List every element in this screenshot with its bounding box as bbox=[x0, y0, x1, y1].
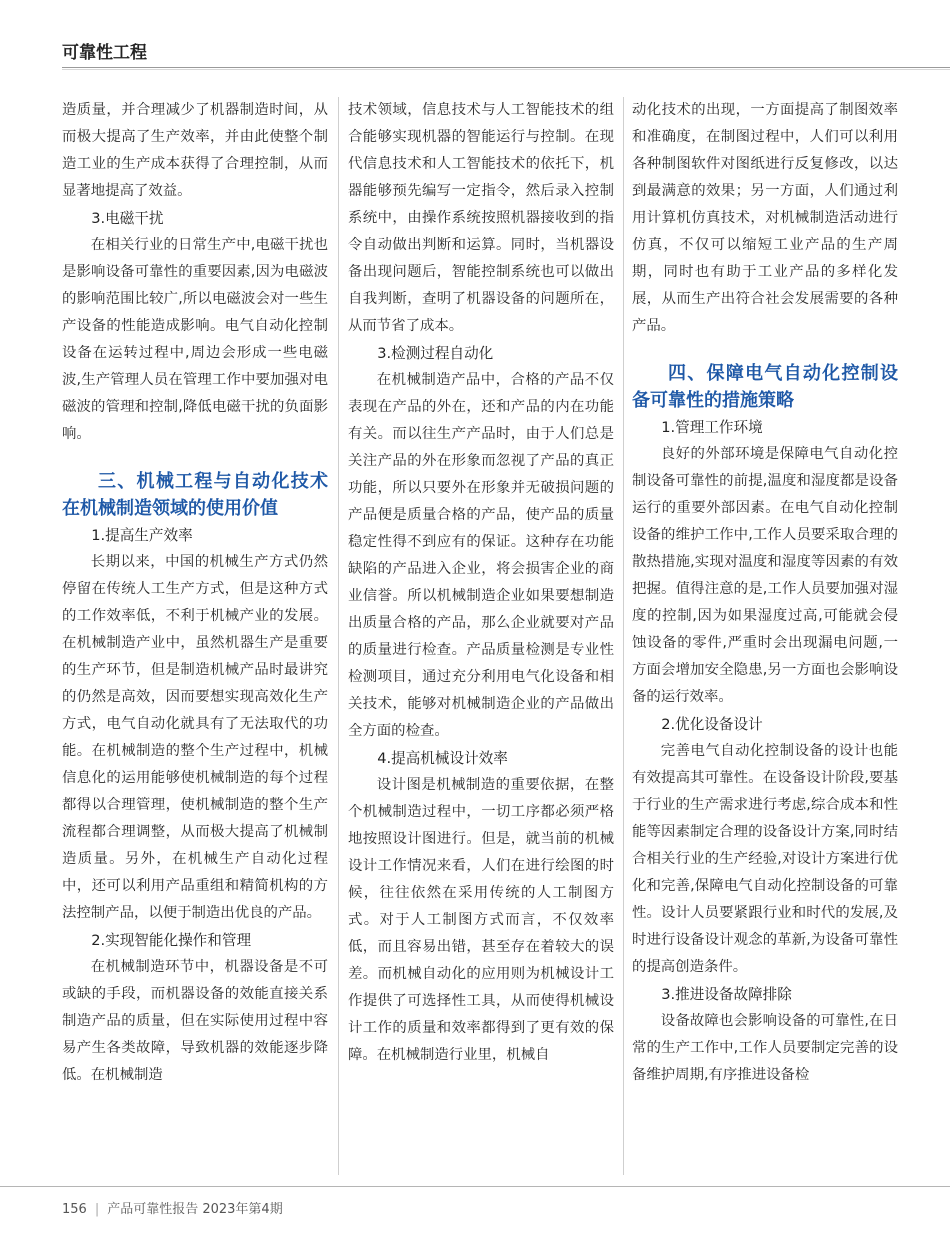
paragraph: 良好的外部环境是保障电气自动化控制设备可靠性的前提,温度和湿度都是设备运行的重要外部因素。在电气自动化控制设备的维护工作中,工作人员要采取合理的散热措施,实现对温度和湿度等因素的有效把握。值得注意的是,工作人员要加强对湿度的控制,因为如果湿度过高,可能就会侵蚀设备的零件,严重时会出现漏电问题,一方面会增加安全隐患,另一方面也会影响设备的运行效率。 bbox=[632, 446, 898, 705]
column-1 bbox=[62, 97, 328, 1175]
running-head: 可靠性工程 bbox=[62, 43, 147, 63]
column-divider bbox=[338, 97, 339, 1175]
paragraph: 技术领域，信息技术与人工智能技术的组合能够实现机器的智能运行与控制。在现代信息技术和人工智能技术的依托下，机器能够预先编写一定指令，然后录入控制系统中，由操作系统按照机器接收到的指令自动做出判断和运算。同时，当机器设备出现问题后，智能控制系统也可以做出自我判断，查明了机器设备的问题所在，从而节省了成本。 bbox=[348, 102, 614, 334]
paragraph: 在相关行业的日常生产中,电磁干扰也是影响设备可靠性的重要因素,因为电磁波的影响范围比较广,所以电磁波会对一些生产设备的性能造成影响。电气自动化控制设备在运转过程中,周边会形成一些电磁波,生产管理人员在管理工作中要加强对电磁波的管理和控制,降低电磁干扰的负面影响。 bbox=[62, 237, 328, 442]
column-3 bbox=[632, 97, 898, 1175]
paragraph: 造质量，并合理减少了机器制造时间，从而极大提高了生产效率，并由此使整个制造工业的生产成本获得了合理控制，从而显著地提高了效益。 bbox=[62, 102, 328, 199]
paragraph: 在机械制造产品中，合格的产品不仅表现在产品的外在，还和产品的内在功能有关。而以往生产产品时，由于人们总是关注产品的外在形象而忽视了产品的真正功能，所以只要外在形象并无破损问题的产品便是质量合格的产品，使产品的质量稳定性得不到应有的保证。这种存在功能缺陷的产品进入企业，将会损害企业的商业信誉。所以机械制造企业如果要想制造出质量合格的产品，那么企业就要对产品的质量进行检查。产品质量检测是专业性检测项目，通过充分利用电气化设备和相关技术，能够对机械制造企业的产品做出全方面的检查。 bbox=[348, 372, 614, 739]
page-number: 156 bbox=[62, 1202, 87, 1217]
paragraph: 设备故障也会影响设备的可靠性,在日常的生产工作中,工作人员要制定完善的设备维护周期,有序推进设备检 bbox=[632, 1013, 898, 1083]
footer-rule bbox=[0, 1186, 950, 1187]
subheading: 3.推进设备故障排除 bbox=[661, 986, 792, 1003]
subheading: 3.电磁干扰 bbox=[91, 210, 164, 227]
header-rule bbox=[62, 67, 950, 68]
header-rule-light bbox=[62, 69, 950, 70]
paragraph: 完善电气自动化控制设备的设计也能有效提高其可靠性。在设备设计阶段,要基于行业的生产需求进行考虑,综合成本和性能等因素制定合理的设备设计方案,同时结合相关行业的生产经验,对设计方案进行优化和完善,保障电气自动化控制设备的可靠性。设计人员要紧跟行业和时代的发展,及时进行设备设计观念的革新,为设备可靠性的提高创造条件。 bbox=[632, 743, 898, 975]
footer-separator: | bbox=[94, 1202, 100, 1217]
paragraph: 设计图是机械制造的重要依据，在整个机械制造过程中，一切工序都必须严格地按照设计图进行。但是，就当前的机械设计工作情况来看，人们在进行绘图的时候，往往依然在采用传统的人工制图方式。对于人工制图方式而言，不仅效率低，而且容易出错，甚至存在着较大的误差。而机械自动化的应用则为机械设计工作提供了可选择性工具，从而使得机械设计工作的质量和效率都得到了更有效的保障。在机械制造行业里，机械自 bbox=[348, 777, 614, 1063]
subheading: 2.优化设备设计 bbox=[661, 716, 763, 733]
column-divider bbox=[623, 97, 624, 1175]
paragraph: 动化技术的出现，一方面提高了制图效率和准确度，在制图过程中，人们可以利用各种制图软件对图纸进行反复修改，以达到最满意的效果；另一方面，人们通过利用计算机仿真技术，对机械制造活动进行仿真，不仅可以缩短工业产品的生产周期，同时也有助于工业产品的多样化发展，从而生产出符合社会发展需要的各种产品。 bbox=[632, 102, 898, 334]
column-2 bbox=[348, 97, 614, 1175]
section-heading: 三、机械工程与自动化技术在机械制造领域的使用价值 bbox=[62, 471, 328, 519]
subheading: 4.提高机械设计效率 bbox=[377, 750, 508, 767]
paragraph: 在机械制造环节中，机器设备是不可或缺的手段，而机器设备的效能直接关系制造产品的质量，但在实际使用过程中容易产生各类故障，导致机器的效能逐步降低。在机械制造 bbox=[62, 959, 328, 1083]
section-heading: 四、保障电气自动化控制设备可靠性的措施策略 bbox=[632, 363, 898, 411]
issue-label: 产品可靠性报告 2023年第4期 bbox=[107, 1202, 283, 1217]
subheading: 2.实现智能化操作和管理 bbox=[91, 932, 252, 949]
footer bbox=[62, 1198, 283, 1217]
paragraph: 长期以来，中国的机械生产方式仍然停留在传统人工生产方式，但是这种方式的工作效率低，不利于机械产业的发展。在机械制造产业中，虽然机器生产是重要的生产环节，但是制造机械产品时最讲究的仍然是高效，因而要想实现高效化生产方式，电气自动化就具有了无法取代的功能。在机械制造的整个生产过程中，机械信息化的运用能够使机械制造的每个过程都得以合理管理，使机械制造的整个生产流程都合理调整，从而极大提高了机械制造质量。另外，在机械生产自动化过程中，还可以利用产品重组和精简机构的方法控制产品，以便于制造出优良的产品。 bbox=[62, 554, 328, 921]
subheading: 3.检测过程自动化 bbox=[377, 345, 494, 362]
subheading: 1.提高生产效率 bbox=[91, 527, 193, 544]
subheading: 1.管理工作环境 bbox=[661, 419, 763, 436]
